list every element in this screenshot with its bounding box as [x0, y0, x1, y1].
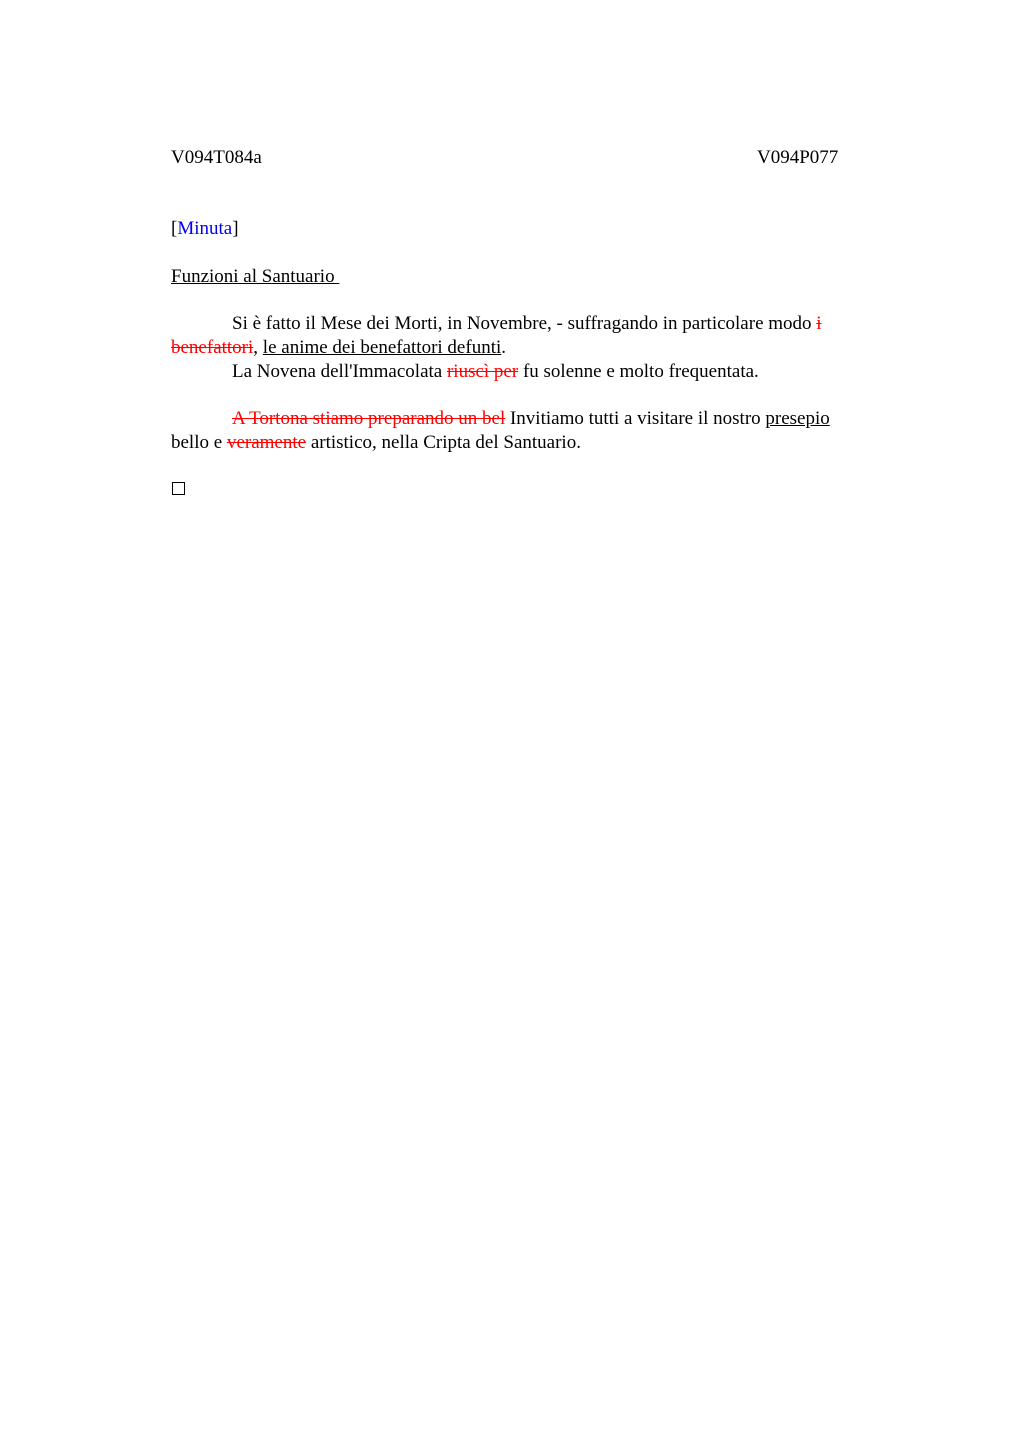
paragraph-text: , [253, 337, 263, 358]
document-type-label [171, 218, 239, 240]
paragraph-text: bello e [171, 432, 227, 453]
close-bracket: ] [232, 218, 239, 239]
end-of-document-box-icon [172, 482, 185, 495]
open-bracket: [ [171, 218, 178, 239]
paragraph-novena [171, 360, 893, 384]
paragraph-mese-morti [171, 312, 893, 360]
document-code-left: V094T084a [171, 147, 262, 168]
paragraph-text: . [501, 337, 507, 358]
deleted-text: A Tortona stiamo preparando un bel [232, 408, 506, 429]
paragraph-block-1 [171, 312, 893, 384]
paragraph-block-2 [171, 407, 893, 455]
paragraph-text: artistico, nella Cripta del Santuario. [306, 432, 581, 453]
minuta-label: Minuta [177, 218, 233, 239]
inserted-text: presepio [765, 408, 830, 429]
paragraph-text: fu solenne e molto frequentata. [518, 361, 759, 382]
inserted-text: le anime dei benefattori defunti [262, 337, 502, 358]
paragraph-presepio [171, 407, 893, 455]
document-code-right: V094P077 [757, 147, 839, 168]
paragraph-text: Invitiamo tutti a visitare il nostro [505, 408, 766, 429]
paragraph-text: Si è fatto il Mese dei Morti, in Novembre, - suffragando in particolare modo [232, 313, 817, 334]
document-title: Funzioni al Santuario [171, 266, 340, 287]
deleted-text: i benefattori [171, 313, 822, 358]
deleted-text: veramente [226, 432, 307, 453]
deleted-text: riuscì per [446, 361, 519, 382]
paragraph-text: La Novena dell'Immacolata [232, 361, 447, 382]
